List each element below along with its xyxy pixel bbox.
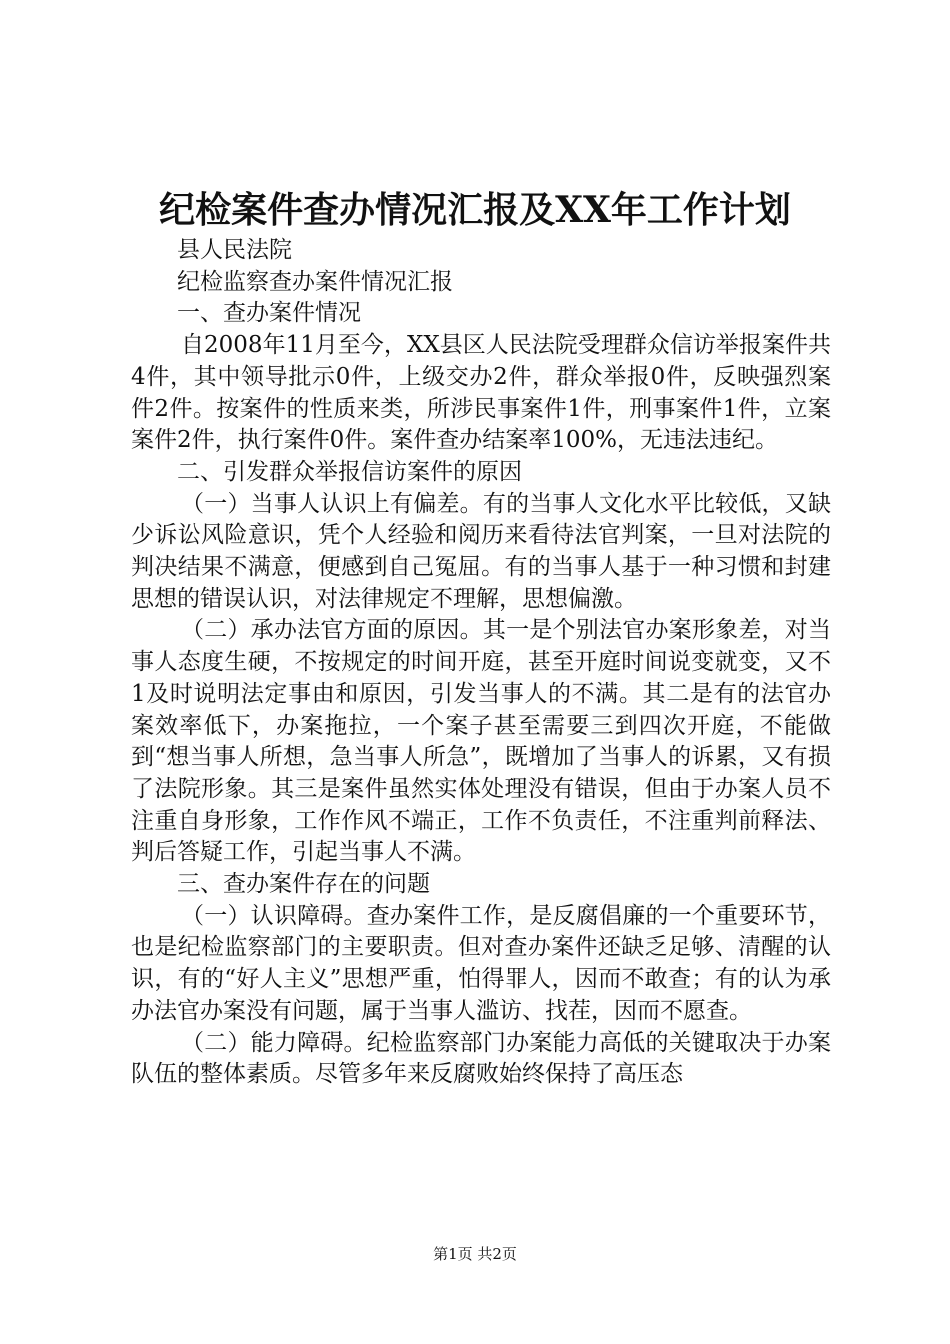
section-heading-1: 一、查办案件情况 (177, 300, 361, 327)
page-number-footer: 第1页 共2页 (433, 1245, 517, 1263)
paragraph-problem-2: （二）能力障碍。纪检监察部门办案能力高低的关键取决于办案队伍的整体素质。尽管多年来反腐败始终保持了高压态 (131, 1029, 831, 1088)
paragraph-reason-1: （一）当事人认识上有偏差。有的当事人文化水平比较低，又缺少诉讼风险意识，凭个人经验和阅历来看待法官判案，一旦对法院的判决结果不满意，便感到自己冤屈。有的当事人基于一种习惯和封建思想的错误认识，对法律规定不理解，思想偏激。 (131, 490, 831, 612)
paragraph-reason-2: （二）承办法官方面的原因。其一是个别法官办案形象差，对当事人态度生硬，不按规定的时间开庭，甚至开庭时间说变就变，又不1及时说明法定事由和原因，引发当事人的不满。其二是有的法官办案效率低下，办案拖拉，一个案子甚至需要三到四次开庭，不能做到“想当事人所想，急当事人所急”，既增加了当事人的诉累，又有损了法院形象。其三是案件虽然实体处理没有错误，但由于办案人员不注重自身形象，工作作风不端正，工作不负责任，不注重判前释法、判后答疑工作，引起当事人不满。 (131, 617, 831, 866)
paragraph-problem-1: （一）认识障碍。查办案件工作，是反腐倡廉的一个重要环节，也是纪检监察部门的主要职责。但对查办案件还缺乏足够、清醒的认识，有的“好人主义”思想严重，怕得罪人，因而不敢查；有的认为承办法官办案没有问题，属于当事人滥访、找茬，因而不愿查。 (131, 902, 831, 1024)
paragraph-court-name: 县人民法院 (177, 237, 292, 263)
paragraph-report-subtitle: 纪检监察查办案件情况汇报 (177, 268, 453, 295)
paragraph-case-statistics: 自2008年11月至今，XX县区人民法院受理群众信访举报案件共4件，其中领导批示0件，上级交办2件，群众举报0件，反映强烈案件2件。按案件的性质来类，所涉民事案件1件，刑事案件1件，立案案件2件，执行案件0件。案件查办结案率100%，无违法违纪。 (131, 332, 831, 454)
section-heading-2: 二、引发群众举报信访案件的原因 (177, 458, 522, 485)
document-title: 纪检案件查办情况汇报及XX年工作计划 (159, 189, 791, 231)
section-heading-3: 三、查办案件存在的问题 (177, 871, 430, 898)
document-body (131, 235, 831, 1091)
